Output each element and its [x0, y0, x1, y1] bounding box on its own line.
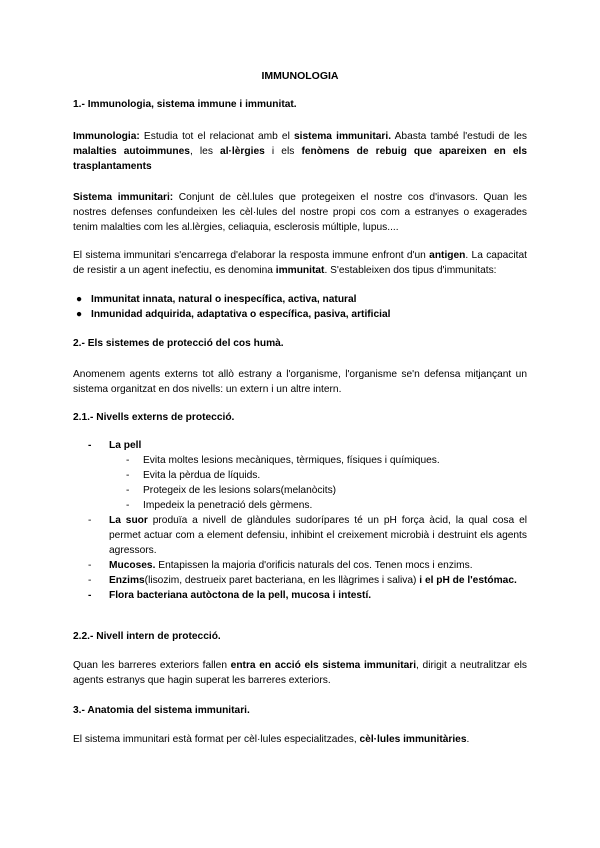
term-sistema-immunitari-def: Sistema immunitari: [73, 192, 174, 203]
term-enzims: Enzims [109, 575, 145, 586]
dash-marker: - [88, 560, 92, 571]
sub-list-item [73, 468, 527, 483]
text-span: i els [264, 146, 302, 157]
paragraph-agents-externs: Anomenem agents externs tot allò estrany a l'organisme, l'organisme se'n defensa mitjançant un sistema organitzat en dos nivells: un extern i un altre intern. [73, 369, 527, 395]
sub-list-item [73, 453, 527, 468]
list-item-enzims [73, 573, 527, 588]
dash-marker: - [88, 590, 92, 601]
list-item-mucoses [73, 558, 527, 573]
dash-marker: - [126, 455, 130, 466]
text-span: El sistema immunitari s'encarrega d'elaborar la resposta immune enfront d'un [73, 250, 430, 261]
list-item-text: Immunitat innata, natural o inespecífica, activa, natural [91, 294, 357, 305]
text-span: (lisozim, destrueix paret bacteriana, en les llàgrimes i saliva) [144, 575, 420, 586]
dash-marker: - [88, 440, 92, 451]
paragraph-immunologia [73, 129, 527, 174]
text-span: Entapissen la majoria d'orificis naturals del cos. Tenen mocs i enzims. [155, 560, 473, 571]
paragraph-nivell-intern [73, 658, 527, 688]
dash-marker: - [126, 485, 130, 496]
text-span: . [466, 734, 470, 745]
immunity-types-list [73, 292, 527, 322]
sub-list-item [73, 498, 527, 513]
list-item-flora [73, 588, 527, 603]
dash-marker: - [126, 470, 130, 481]
text-span: , dirigit a neutralitzar els agents estranys que hagin superat les barreres exteriors. [73, 660, 527, 686]
list-item-suor [73, 513, 527, 558]
section-2-heading: 2.- Els sistemes de protecció del cos humà. [73, 338, 284, 349]
term-immunologia: Immunologia: [73, 131, 140, 142]
list-item [73, 292, 527, 307]
term-immunitat: immunitat [275, 265, 325, 276]
term-sistema-immunitari: sistema immunitari. [294, 131, 392, 142]
text-span: . La capacitat de resistir a un agent inefectiu, es denomina [73, 250, 527, 276]
bullet-icon: ● [76, 294, 83, 305]
list-item-text: Evita la pèrdua de líquids. [143, 470, 261, 481]
term-antigen: antigen [429, 250, 466, 261]
term-suor: La suor [109, 515, 148, 526]
term-ph-estomac: i el pH de l'estómac. [419, 575, 517, 586]
list-item-text: Impedeix la penetració dels gèrmens. [143, 500, 313, 511]
list-item-text: Evita moltes lesions mecàniques, tèrmiques, físiques i químiques. [143, 455, 440, 466]
list-item-text: Flora bacteriana autòctona de la pell, mucosa i intestí. [109, 590, 372, 601]
section-1-heading: 1.- Immunologia, sistema immune i immunitat. [73, 99, 297, 110]
text-span: Conjunt de cèl.lules que protegeixen el nostre cos d'invasors. Quan les nostres defenses confundeixen les cèl·lules del nostre propi cos com a estranyes o exagerades tenim malalties com les al.lèrgies, celiaquia, esclerosis múltiple, lupus.... [73, 192, 527, 233]
text-span: Estudia tot el relacionat amb el [139, 131, 295, 142]
list-item [73, 307, 527, 322]
text-span: Abasta també l'estudi de les [391, 131, 528, 142]
dash-marker: - [126, 500, 130, 511]
paragraph-resposta-immune [73, 248, 527, 278]
term-cellules-immunitaries: cèl·lules immunitàries [359, 734, 467, 745]
section-3-heading: 3.- Anatomia del sistema immunitari. [73, 705, 250, 716]
paragraph-sistema-immunitari [73, 190, 527, 235]
paragraph-anatomia [73, 732, 527, 747]
bullet-icon: ● [76, 309, 83, 320]
document-title: IMMUNOLOGIA [261, 70, 339, 82]
text-span: , les [189, 146, 221, 157]
text-span: El sistema immunitari està format per cèl·lules especialitzades, [73, 734, 360, 745]
list-item-text: Protegeix de les lesions solars(melanòcits) [143, 485, 337, 496]
sub-list-item [73, 483, 527, 498]
external-protection-list [73, 438, 527, 603]
term-malalties-autoimmunes: malalties autoimmunes [73, 146, 190, 157]
term-sistema-immunitari-accio: entra en acció els sistema immunitari [230, 660, 417, 671]
dash-marker: - [88, 515, 92, 526]
text-span: Quan les barreres exteriors fallen [73, 660, 231, 671]
list-item-text: La pell [109, 440, 142, 451]
term-fenomens-rebuig: fenòmens de rebuig que apareixen en els trasplantaments [73, 146, 527, 172]
list-item-text: Inmunidad adquirida, adaptativa o específica, pasiva, artificial [91, 309, 391, 320]
term-allergies: al·lèrgies [220, 146, 265, 157]
dash-marker: - [88, 575, 92, 586]
text-span: . S'estableixen dos tipus d'immunitats: [324, 265, 497, 276]
term-mucoses: Mucoses. [109, 560, 156, 571]
list-item-pell [73, 438, 527, 453]
section-2-2-heading: 2.2.- Nivell intern de protecció. [73, 631, 221, 642]
section-2-1-heading: 2.1.- Nivells externs de protecció. [73, 412, 235, 423]
text-span: produïa a nivell de glàndules sudorípares té un pH força àcid, la qual cosa el permet actuar com a element defensiu, inhibint el creixement microbià i destruint els agents agressors. [109, 515, 527, 556]
